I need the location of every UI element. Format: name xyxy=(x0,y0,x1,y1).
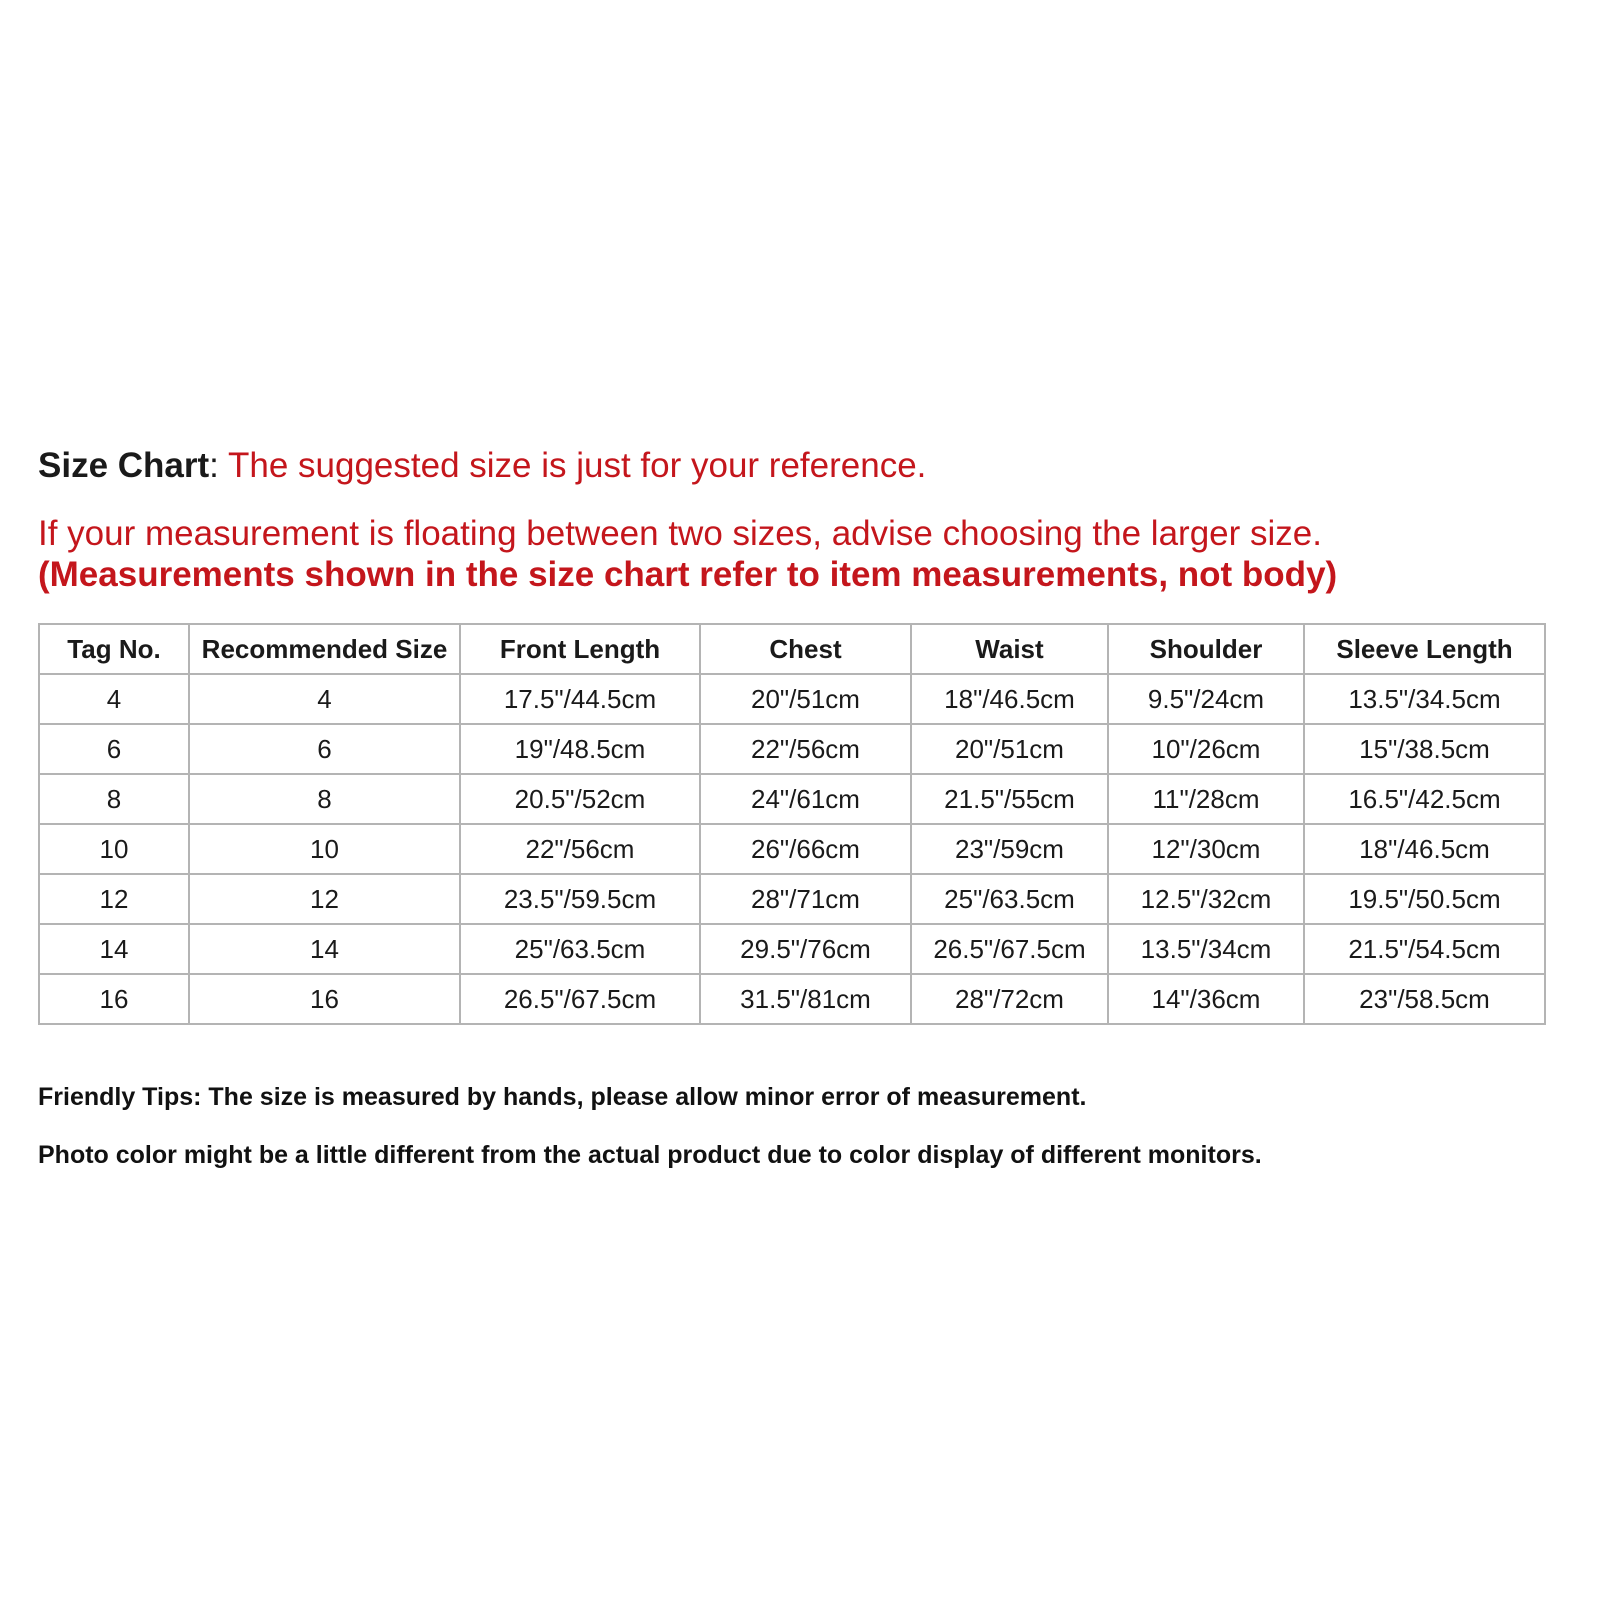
table-cell: 23.5"/59.5cm xyxy=(460,874,700,924)
table-cell: 21.5"/55cm xyxy=(911,774,1108,824)
table-cell: 26.5"/67.5cm xyxy=(460,974,700,1024)
table-row xyxy=(39,974,1545,1024)
table-cell: 26"/66cm xyxy=(700,824,911,874)
table-cell: 23"/58.5cm xyxy=(1304,974,1545,1024)
table-cell: 11"/28cm xyxy=(1108,774,1304,824)
table-cell: 15"/38.5cm xyxy=(1304,724,1545,774)
table-cell: 25"/63.5cm xyxy=(911,874,1108,924)
table-cell: 24"/61cm xyxy=(700,774,911,824)
table-cell: 18"/46.5cm xyxy=(911,674,1108,724)
table-cell: 16.5"/42.5cm xyxy=(1304,774,1545,824)
table-cell: 8 xyxy=(189,774,460,824)
title-colon: : xyxy=(209,446,228,485)
table-cell: 26.5"/67.5cm xyxy=(911,924,1108,974)
table-row xyxy=(39,874,1545,924)
column-header: Waist xyxy=(911,624,1108,674)
table-cell: 16 xyxy=(39,974,189,1024)
table-cell: 12 xyxy=(39,874,189,924)
table-cell: 10 xyxy=(189,824,460,874)
table-cell: 17.5"/44.5cm xyxy=(460,674,700,724)
table-cell: 29.5"/76cm xyxy=(700,924,911,974)
table-cell: 13.5"/34.5cm xyxy=(1304,674,1545,724)
table-row xyxy=(39,824,1545,874)
column-header: Shoulder xyxy=(1108,624,1304,674)
reference-note: The suggested size is just for your reference. xyxy=(227,446,927,485)
table-cell: 10 xyxy=(39,824,189,874)
table-cell: 6 xyxy=(39,724,189,774)
table-cell: 19.5"/50.5cm xyxy=(1304,874,1545,924)
table-cell: 4 xyxy=(189,674,460,724)
table-cell: 20"/51cm xyxy=(700,674,911,724)
table-row xyxy=(39,774,1545,824)
column-header: Tag No. xyxy=(39,624,189,674)
table-cell: 31.5"/81cm xyxy=(700,974,911,1024)
size-chart-title xyxy=(38,446,926,486)
table-cell: 22"/56cm xyxy=(460,824,700,874)
table-cell: 28"/72cm xyxy=(911,974,1108,1024)
column-header: Recommended Size xyxy=(189,624,460,674)
friendly-tip: Friendly Tips: The size is measured by hands, please allow minor error of measurement. xyxy=(38,1083,1087,1111)
table-cell: 16 xyxy=(189,974,460,1024)
table-cell: 14 xyxy=(39,924,189,974)
table-cell: 10"/26cm xyxy=(1108,724,1304,774)
table-cell: 12"/30cm xyxy=(1108,824,1304,874)
table-cell: 18"/46.5cm xyxy=(1304,824,1545,874)
table-cell: 23"/59cm xyxy=(911,824,1108,874)
table-cell: 6 xyxy=(189,724,460,774)
table-cell: 14"/36cm xyxy=(1108,974,1304,1024)
photo-color-note: Photo color might be a little different from the actual product due to color display of different monitors. xyxy=(38,1141,1262,1169)
table-cell: 13.5"/34cm xyxy=(1108,924,1304,974)
table-cell: 28"/71cm xyxy=(700,874,911,924)
table-cell: 9.5"/24cm xyxy=(1108,674,1304,724)
column-header: Front Length xyxy=(460,624,700,674)
table-cell: 12.5"/32cm xyxy=(1108,874,1304,924)
measurement-disclaimer: (Measurements shown in the size chart refer to item measurements, not body) xyxy=(38,555,1338,594)
table-cell: 21.5"/54.5cm xyxy=(1304,924,1545,974)
table-row xyxy=(39,674,1545,724)
size-chart-label: Size Chart xyxy=(38,446,210,485)
table-cell: 12 xyxy=(189,874,460,924)
table-cell: 8 xyxy=(39,774,189,824)
table-row xyxy=(39,724,1545,774)
table-cell: 25"/63.5cm xyxy=(460,924,700,974)
size-table xyxy=(38,623,1546,1025)
table-row xyxy=(39,924,1545,974)
table-cell: 14 xyxy=(189,924,460,974)
column-header: Sleeve Length xyxy=(1304,624,1545,674)
table-cell: 20.5"/52cm xyxy=(460,774,700,824)
table-cell: 19"/48.5cm xyxy=(460,724,700,774)
size-advice: If your measurement is floating between two sizes, advise choosing the larger size. xyxy=(38,514,1322,553)
table-header-row xyxy=(39,624,1545,674)
column-header: Chest xyxy=(700,624,911,674)
table-cell: 4 xyxy=(39,674,189,724)
table-cell: 20"/51cm xyxy=(911,724,1108,774)
table-cell: 22"/56cm xyxy=(700,724,911,774)
